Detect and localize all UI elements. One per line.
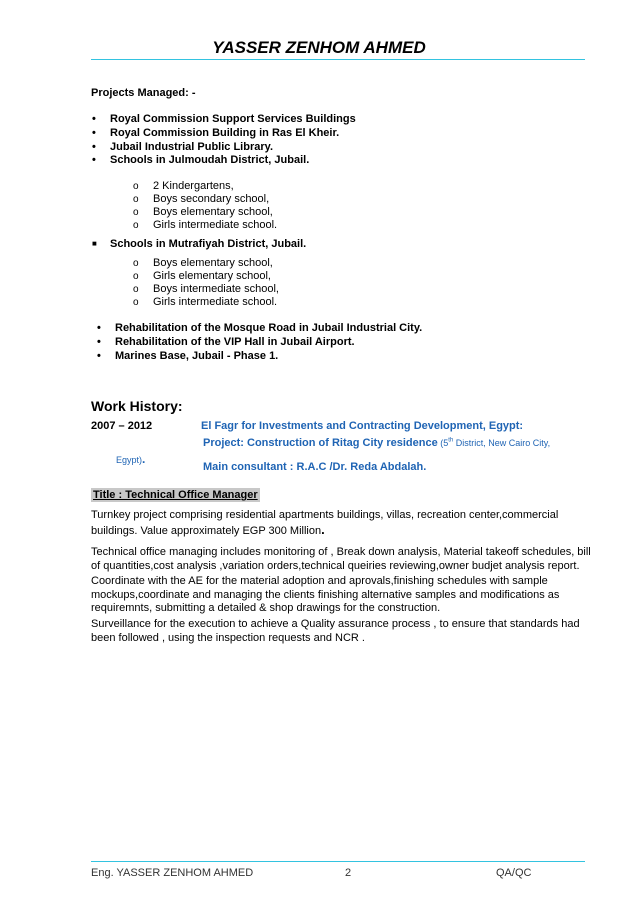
job-title: Title : Technical Office Manager <box>93 489 258 501</box>
circle-bullet-icon: o <box>133 284 139 295</box>
circle-bullet-icon: o <box>133 297 139 308</box>
sub-list-item: o Girls elementary school, <box>133 270 271 282</box>
list-item: • Rehabilitation of the VIP Hall in Jubail Airport. <box>97 336 355 348</box>
paragraph: Technical office managing includes monitoring of , Break down analysis, Material takeoff schedules, bill of quantities,cost analysis ,variation orders,technical queiries reviewing,owner budjet analysis report. <box>91 546 591 572</box>
project-line: Project: Construction of Ritag City residence (5th District, New Cairo City, <box>203 437 551 449</box>
bullet-icon: • <box>92 127 96 139</box>
page-title: YASSER ZENHOM AHMED <box>212 38 426 57</box>
footer-page-number: 2 <box>345 867 352 879</box>
bullet-icon: • <box>97 336 101 348</box>
main-consultant: Main consultant : R.A.C /Dr. Reda Abdalah. <box>203 461 427 473</box>
circle-bullet-icon: o <box>133 220 139 231</box>
bullet-icon: • <box>92 154 96 166</box>
list-item: • Royal Commission Support Services Buildings <box>92 113 356 125</box>
projects-heading: Projects Managed: - <box>91 87 196 99</box>
footer-name: Eng. YASSER ZENHOM AHMED <box>91 867 254 879</box>
bullet-icon: • <box>92 113 96 125</box>
sub-list-item: o Boys secondary school, <box>133 193 270 205</box>
list-item: • Jubail Industrial Public Library. <box>92 141 273 153</box>
circle-bullet-icon: o <box>133 207 139 218</box>
paragraph: Coordinate with the AE for the material adoption and aprovals,finishing schedules with sample mockups,coordinate and managing the clients finishing alternative samples and modifications as requiremnts, submitting a detailed & shop drawings for the construction. <box>91 575 560 614</box>
footer-rule <box>91 861 585 862</box>
circle-bullet-icon: o <box>133 194 139 205</box>
sub-list-item: o Boys elementary school, <box>133 257 273 269</box>
circle-bullet-icon: o <box>133 181 139 192</box>
circle-bullet-icon: o <box>133 258 139 269</box>
circle-bullet-icon: o <box>133 271 139 282</box>
bullet-icon: • <box>97 322 101 334</box>
list-item: • Rehabilitation of the Mosque Road in Jubail Industrial City. <box>97 322 423 334</box>
sub-list-item: o Boys intermediate school, <box>133 283 279 295</box>
sub-list-item: o Girls intermediate school. <box>133 296 278 308</box>
sub-list-item: o 2 Kindergartens, <box>133 180 234 192</box>
company-name: El Fagr for Investments and Contracting Development, Egypt: <box>201 420 524 432</box>
list-item: • Royal Commission Building in Ras El Kheir. <box>92 127 340 139</box>
list-item: • Marines Base, Jubail - Phase 1. <box>97 350 279 362</box>
paragraph: Turnkey project comprising residential apartments buildings, villas, recreation center,commercial buildings. Value approximately EGP 300 Million. <box>91 509 559 537</box>
square-bullet-icon: ■ <box>92 239 97 248</box>
work-period: 2007 – 2012 <box>91 420 153 432</box>
bullet-icon: • <box>92 141 96 153</box>
paragraph: Surveillance for the execution to achieve a Quality assurance process , to ensure that standards had been followed , using the inspection requests and NCR . <box>91 618 580 644</box>
project-location-cont: Egypt). <box>116 452 146 466</box>
work-history-heading: Work History: <box>91 398 183 414</box>
list-item: ■ Schools in Mutrafiyah District, Jubail. <box>92 238 307 250</box>
footer-dept: QA/QC <box>496 867 532 879</box>
list-item: • Schools in Julmoudah District, Jubail. <box>92 154 310 166</box>
header-rule <box>91 59 585 60</box>
sub-list-item: o Boys elementary school, <box>133 206 273 218</box>
sub-list-item: o Girls intermediate school. <box>133 219 278 231</box>
bullet-icon: • <box>97 350 101 362</box>
